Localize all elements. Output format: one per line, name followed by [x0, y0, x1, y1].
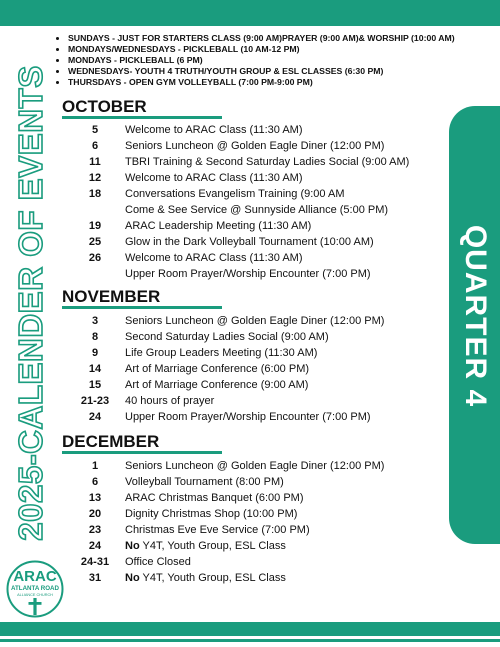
month-heading-october: OCTOBER [62, 97, 147, 116]
logo-line2: ALLIANCE CHURCH [17, 593, 53, 597]
month-underline [62, 451, 222, 454]
event-day: 18 [88, 188, 102, 200]
bottom-accent-bar [0, 622, 500, 636]
event-text [125, 554, 191, 570]
event-text: Seniors Luncheon @ Golden Eagle Diner (12:00 PM) [125, 315, 385, 327]
event-day: 31 [88, 572, 102, 584]
event-text: Art of Marriage Conference (6:00 PM) [125, 363, 310, 375]
event-day: 15 [88, 379, 102, 391]
event-text: Life Group Leaders Meeting (11:30 AM) [125, 347, 318, 359]
event-row [75, 170, 445, 186]
event-day: 6 [91, 476, 99, 488]
event-row [75, 266, 445, 282]
event-row [75, 474, 445, 490]
month-heading-december: DECEMBER [62, 432, 160, 451]
top-accent-bar [0, 0, 500, 26]
weekly-item: • SUNDAYS - JUST FOR STARTERS CLASS (9:00 AM)PRAYER (9:00 AM)& WORSHIP (10:00 AM) [68, 33, 500, 44]
event-text [125, 458, 384, 474]
event-row [75, 154, 445, 170]
logo-name: ARAC [13, 568, 57, 585]
event-row [75, 538, 445, 554]
event-row [75, 329, 445, 345]
bottom-accent-line [0, 639, 500, 642]
event-row [75, 345, 445, 361]
church-logo [6, 560, 64, 618]
event-day: 25 [88, 236, 102, 248]
event-row [75, 313, 445, 329]
event-text: Seniors Luncheon @ Golden Eagle Diner (12:00 PM) [125, 140, 385, 152]
event-text: Glow in the Dark Volleyball Tournament (10:00 AM) [125, 236, 374, 248]
event-text: Welcome to ARAC Class (11:30 AM) [125, 172, 303, 184]
event-text: Upper Room Prayer/Worship Encounter (7:00 PM) [125, 268, 371, 280]
event-text [125, 538, 286, 554]
event-row [75, 458, 445, 474]
event-day: 23 [88, 524, 102, 536]
event-detail: Seniors Luncheon @ Golden Eagle Diner (12:00 PM) [125, 460, 385, 472]
event-text: Come & See Service @ Sunnyside Alliance (5:00 PM) [125, 204, 389, 216]
event-day: 9 [91, 347, 99, 359]
event-text: Welcome to ARAC Class (11:30 AM) [125, 124, 303, 136]
event-detail: Volleyball Tournament (8:00 PM) [125, 476, 284, 488]
event-row [75, 234, 445, 250]
event-row [75, 202, 445, 218]
month-underline [62, 306, 222, 309]
event-text: Art of Marriage Conference (9:00 AM) [125, 379, 309, 391]
event-day: 14 [88, 363, 102, 375]
event-text [125, 522, 310, 538]
event-text: 40 hours of prayer [125, 395, 215, 407]
month-heading-november: NOVEMBER [62, 287, 161, 306]
event-day: 20 [88, 508, 102, 520]
event-text [125, 570, 286, 586]
event-row [75, 122, 445, 138]
weekly-item: • MONDAYS/WEDNESDAYS - PICKLEBALL (10 AM-12 PM) [68, 44, 500, 55]
event-row [75, 522, 445, 538]
weekly-schedule-list [56, 33, 500, 88]
weekly-item: • THURSDAYS - OPEN GYM VOLLEYBALL (7:00 PM-9:00 PM) [68, 77, 500, 88]
event-day: 11 [89, 156, 101, 168]
event-day: 8 [91, 331, 99, 343]
event-detail: Dignity Christmas Shop (10:00 PM) [125, 508, 298, 520]
event-day: 21-23 [80, 395, 110, 407]
event-detail: Y4T, Youth Group, ESL Class [139, 572, 286, 584]
event-day: 12 [88, 172, 102, 184]
event-day: 1 [91, 460, 99, 472]
event-day: 5 [91, 124, 99, 136]
event-row [75, 250, 445, 266]
event-detail: ARAC Christmas Banquet (6:00 PM) [125, 492, 304, 504]
event-detail: Christmas Eve Eve Service (7:00 PM) [125, 524, 310, 536]
event-detail: Y4T, Youth Group, ESL Class [139, 540, 286, 552]
logo-line1: ATLANTA ROAD [11, 585, 59, 592]
event-text: Upper Room Prayer/Worship Encounter (7:00 PM) [125, 411, 371, 423]
weekly-item: • WEDNESDAYS- YOUTH 4 TRUTH/YOUTH GROUP & ESL CLASSES (6:30 PM) [68, 66, 500, 77]
event-day: 26 [88, 252, 102, 264]
event-row [75, 138, 445, 154]
event-text [125, 490, 304, 506]
calendar-title: 2025-CALENDER OF EVENTS [12, 65, 49, 541]
quarter-label: QUARTER 4 [459, 224, 492, 408]
event-detail: Office Closed [125, 556, 191, 568]
event-text: TBRI Training & Second Saturday Ladies Social (9:00 AM) [125, 156, 410, 168]
event-row [75, 570, 445, 586]
event-day: 19 [88, 220, 102, 232]
event-row [75, 218, 445, 234]
event-text: ARAC Leadership Meeting (11:30 AM) [125, 220, 312, 232]
event-day: 6 [91, 140, 99, 152]
event-row [75, 554, 445, 570]
event-text [125, 506, 297, 522]
event-row [75, 186, 445, 202]
event-row [75, 490, 445, 506]
event-text: Welcome to ARAC Class (11:30 AM) [125, 252, 303, 264]
weekly-item: • MONDAYS - PICKLEBALL (6 PM) [68, 55, 500, 66]
event-day: 13 [88, 492, 102, 504]
event-day: 3 [91, 315, 99, 327]
event-day: 24 [88, 540, 102, 552]
event-row [75, 393, 445, 409]
month-underline [62, 116, 222, 119]
event-emphasis: No [125, 572, 140, 584]
event-text [125, 474, 284, 490]
event-day: 24-31 [80, 556, 110, 568]
event-row [75, 506, 445, 522]
event-emphasis: No [125, 540, 140, 552]
event-row [75, 409, 445, 425]
event-row [75, 361, 445, 377]
event-row [75, 377, 445, 393]
event-text: Conversations Evangelism Training (9:00 AM [125, 188, 345, 200]
event-day: 24 [88, 411, 102, 423]
event-text: Second Saturday Ladies Social (9:00 AM) [125, 331, 329, 343]
